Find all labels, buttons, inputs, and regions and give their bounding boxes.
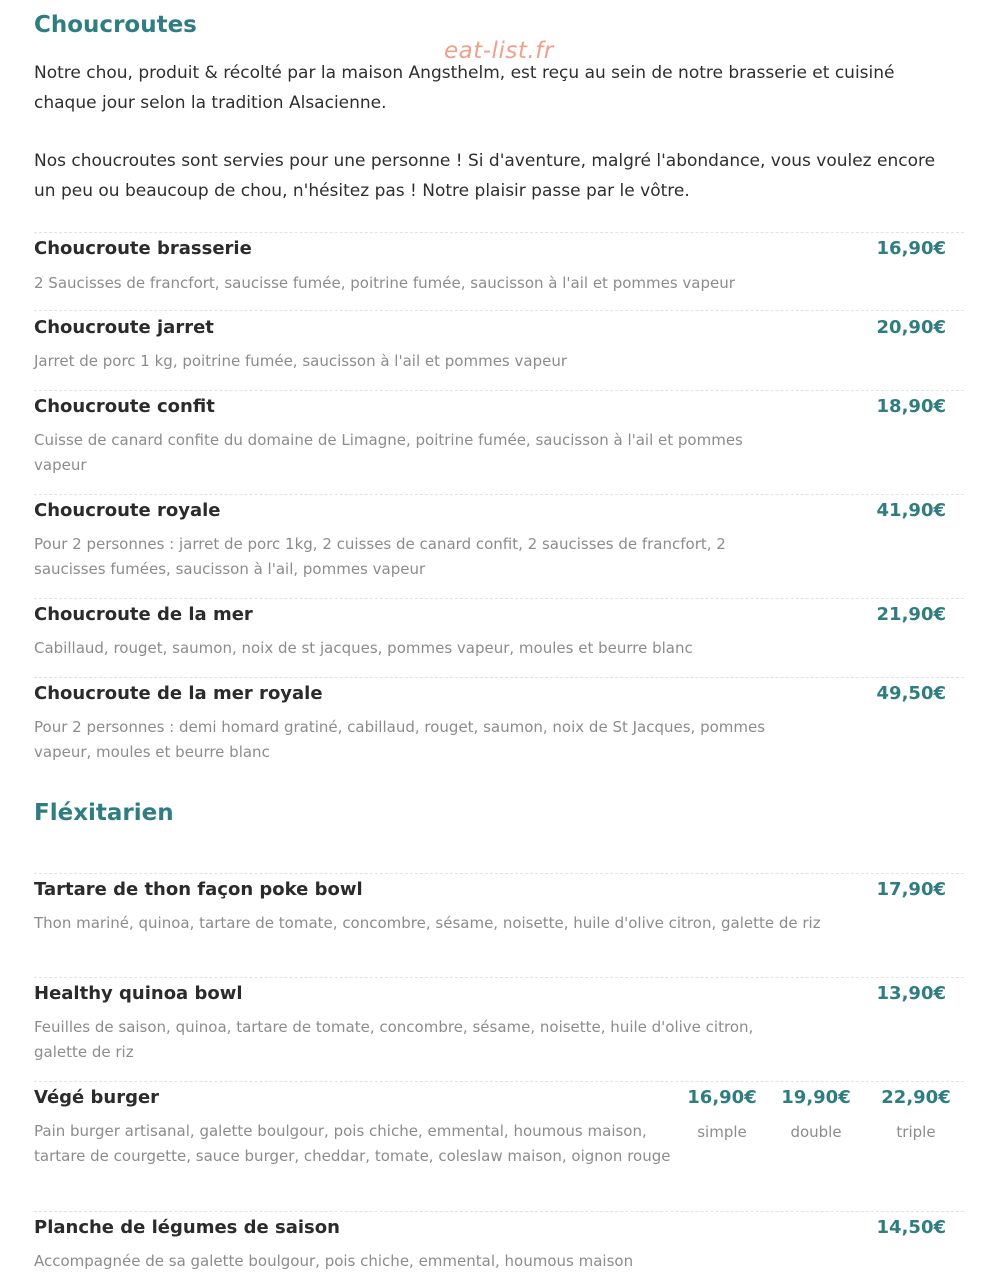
item-description: Feuilles de saison, quinoa, tartare de tomate, concombre, sésame, noisette, huile d'olive citron, galette de riz xyxy=(34,1018,754,1061)
watermark: eat-list.fr xyxy=(444,38,554,64)
section-title-flexitarien: Fléxitarien xyxy=(34,800,174,826)
menu-item xyxy=(34,310,964,391)
menu-item xyxy=(34,390,964,495)
item-description: Cuisse de canard confite du domaine de Limagne, poitrine fumée, saucisson à l'ail et pommes vapeur xyxy=(34,431,743,474)
item-price: 13,90€ xyxy=(876,983,946,1004)
item-price: 14,50€ xyxy=(876,1217,946,1238)
menu-item xyxy=(34,598,964,678)
item-name: Healthy quinoa bowl xyxy=(34,983,243,1004)
item-description: Pour 2 personnes : demi homard gratiné, cabillaud, rouget, saumon, noix de St Jacques, pommes vapeur, moules et beurre blanc xyxy=(34,718,766,761)
menu-item xyxy=(34,494,964,599)
item-name: Choucroute de la mer xyxy=(34,604,253,625)
item-description: Cabillaud, rouget, saumon, noix de st jacques, pommes vapeur, moules et beurre blanc xyxy=(34,639,693,657)
item-name: Choucroute brasserie xyxy=(34,238,252,259)
item-description: Pour 2 personnes : jarret de porc 1kg, 2 cuisses de canard confit, 2 saucisses de francfort, 2 saucisses fumées, saucisson à l'ail, pommes vapeur xyxy=(34,535,726,578)
item-price: 20,90€ xyxy=(876,317,946,338)
item-name: Végé burger xyxy=(34,1087,160,1108)
menu-item xyxy=(34,977,964,1082)
item-name: Choucroute jarret xyxy=(34,317,214,338)
item-description: Pain burger artisanal, galette boulgour, pois chiche, emmental, houmous maison, tartare de courgette, sauce burger, cheddar, tomate, coleslaw maison, oignon rouge xyxy=(34,1122,671,1165)
price-label-triple: triple xyxy=(896,1123,936,1141)
item-price: 21,90€ xyxy=(876,604,946,625)
price-double: 19,90€ xyxy=(781,1087,851,1108)
item-description: Thon mariné, quinoa, tartare de tomate, concombre, sésame, noisette, huile d'olive citron, galette de riz xyxy=(34,914,821,932)
item-price: 41,90€ xyxy=(876,500,946,521)
item-name: Tartare de thon façon poke bowl xyxy=(34,879,363,900)
item-name: Planche de légumes de saison xyxy=(34,1217,340,1238)
item-price: 16,90€ xyxy=(876,238,946,259)
item-name: Choucroute de la mer royale xyxy=(34,683,323,704)
menu-item xyxy=(34,1211,964,1283)
item-description: 2 Saucisses de francfort, saucisse fumée, poitrine fumée, saucisson à l'ail et pommes vapeur xyxy=(34,274,735,292)
menu-item xyxy=(34,873,964,978)
menu-item xyxy=(34,232,964,311)
section-title-choucroutes: Choucroutes xyxy=(34,12,197,38)
item-price: 17,90€ xyxy=(876,879,946,900)
item-description: Accompagnée de sa galette boulgour, pois chiche, emmental, houmous maison xyxy=(34,1252,634,1270)
menu-item xyxy=(34,677,964,778)
intro-paragraph-1: Notre chou, produit & récolté par la maison Angsthelm, est reçu au sein de notre brasserie et cuisiné chaque jour selon la tradition Alsacienne. xyxy=(34,63,895,113)
item-name: Choucroute confit xyxy=(34,396,215,417)
price-simple: 16,90€ xyxy=(687,1087,757,1108)
intro-paragraph-2: Nos choucroutes sont servies pour une personne ! Si d'aventure, malgré l'abondance, vous voulez encore un peu ou beaucoup de chou, n'hésitez pas ! Notre plaisir passe par le vôtre. xyxy=(34,151,936,201)
price-label-simple: simple xyxy=(697,1123,747,1141)
item-name: Choucroute royale xyxy=(34,500,221,521)
item-description: Jarret de porc 1 kg, poitrine fumée, saucisson à l'ail et pommes vapeur xyxy=(34,352,567,370)
item-price: 49,50€ xyxy=(876,683,946,704)
menu-item xyxy=(34,1081,964,1212)
price-label-double: double xyxy=(790,1123,842,1141)
item-price: 18,90€ xyxy=(876,396,946,417)
price-triple: 22,90€ xyxy=(881,1087,951,1108)
